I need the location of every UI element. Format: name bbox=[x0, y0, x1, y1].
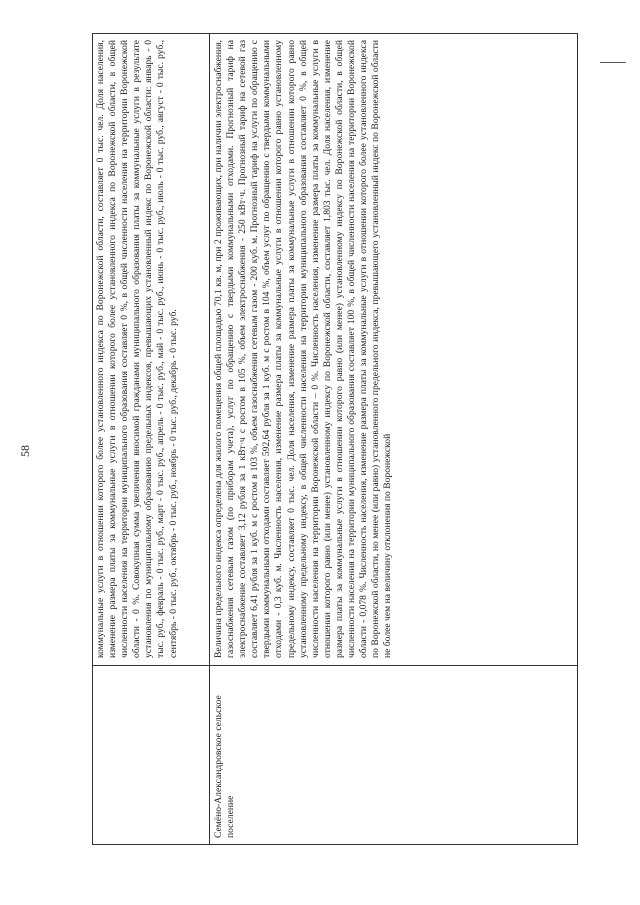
footer-rule bbox=[600, 62, 626, 63]
table-cell-continued: коммунальные услуги в отношении которого более установленного индекса по Воронежской области, составляет 0 тыс. чел. Доля населения, изменение размера платы за коммунальные услуги в отношении которого более установленного индекса по Воронежской области, в общей численности населения на территории муниципального образования составляет 0 %, в общей численности населения на территории Воронежской области - 0 %. Совокупная сумма увеличения вносимой гражданами муниципального образования платы за коммунальные услуги в результате установления по муниципальному образованию предельных индексов, превышающих установленный индекс по Воронежской области: январь - 0 тыс. руб., февраль - 0 тыс. руб., март - 0 тыс. руб., апрель - 0 тыс. руб., май - 0 тыс. руб., июнь - 0 тыс. руб., июль - 0 тыс. руб., август - 0 тыс. руб., сентябрь - 0 тыс. руб., октябрь - 0 тыс. руб., ноябрь - 0 тыс. руб., декабрь - 0 тыс. руб. bbox=[95, 40, 179, 658]
page-number: 58 bbox=[18, 445, 32, 457]
table-cell-description: Величина предельного индекса определена для жилого помещения общей площадью 70,1 кв. м, при 2 проживающих, при наличии электроснабжения, газоснабжения сетевым газом (по приборам учета), услуг по обращению с твердыми коммунальными отходами. Прогнозный тариф на электроснабжение составляет 3,12 рубля за 1 кВт·ч с ростом в 105 %, объем электроснабжения - 250 кВт·ч. Прогнозный тариф на сетевой газ составляет 6,41 рубля за 1 куб. м с ростом в 103 %, объем газоснабжения сетевым газом - 200 куб. м. Прогнозный тариф на услуги по обращению с твердыми коммунальными отходами составляет 592,64 рубля за 1 куб. м с ростом в 104 %, объем услуг по обращению с твердыми коммунальными отходами - 0,3 куб. м. Численность населения, изменение размера платы за коммунальные услуги в отношении которого равно установленному предельному индексу, составляет 0 тыс. чел. Доля населения, изменение размера платы за коммунальные услуги в отношении которого равно установленному предельному индексу, в общей численности населения на территории муниципального образования составляет 0 %, в общей численности населения на территории Воронежской области – 0 %. Численность населения, изменение размера платы за коммунальные услуги в отношении которого равно (или менее) установленному индексу по Воронежской области, составляет 1,803 тыс. чел. Доля населения, изменение размера платы за коммунальные услуги в отношении которого равно (или менее) установленному индексу по Воронежской области, в общей численности населения на территории муниципального образования составляет 100 %, в общей численности населения на территории Воронежской области - 0,078 %. Численность населения, изменение размера платы за коммунальные услуги в отношении которого более установленного индекса по Воронежской области, но менее (или равно) установленного предельного индекса, превышающего установленный индекс по Воронежской области не более чем на величину отклонения по Воронежской bbox=[213, 40, 394, 658]
table-row-divider bbox=[209, 34, 210, 844]
table-column-divider bbox=[93, 665, 577, 666]
table-cell-municipality-name: Семёно-Александровское сельское поселение bbox=[213, 695, 237, 838]
data-table bbox=[92, 33, 578, 845]
